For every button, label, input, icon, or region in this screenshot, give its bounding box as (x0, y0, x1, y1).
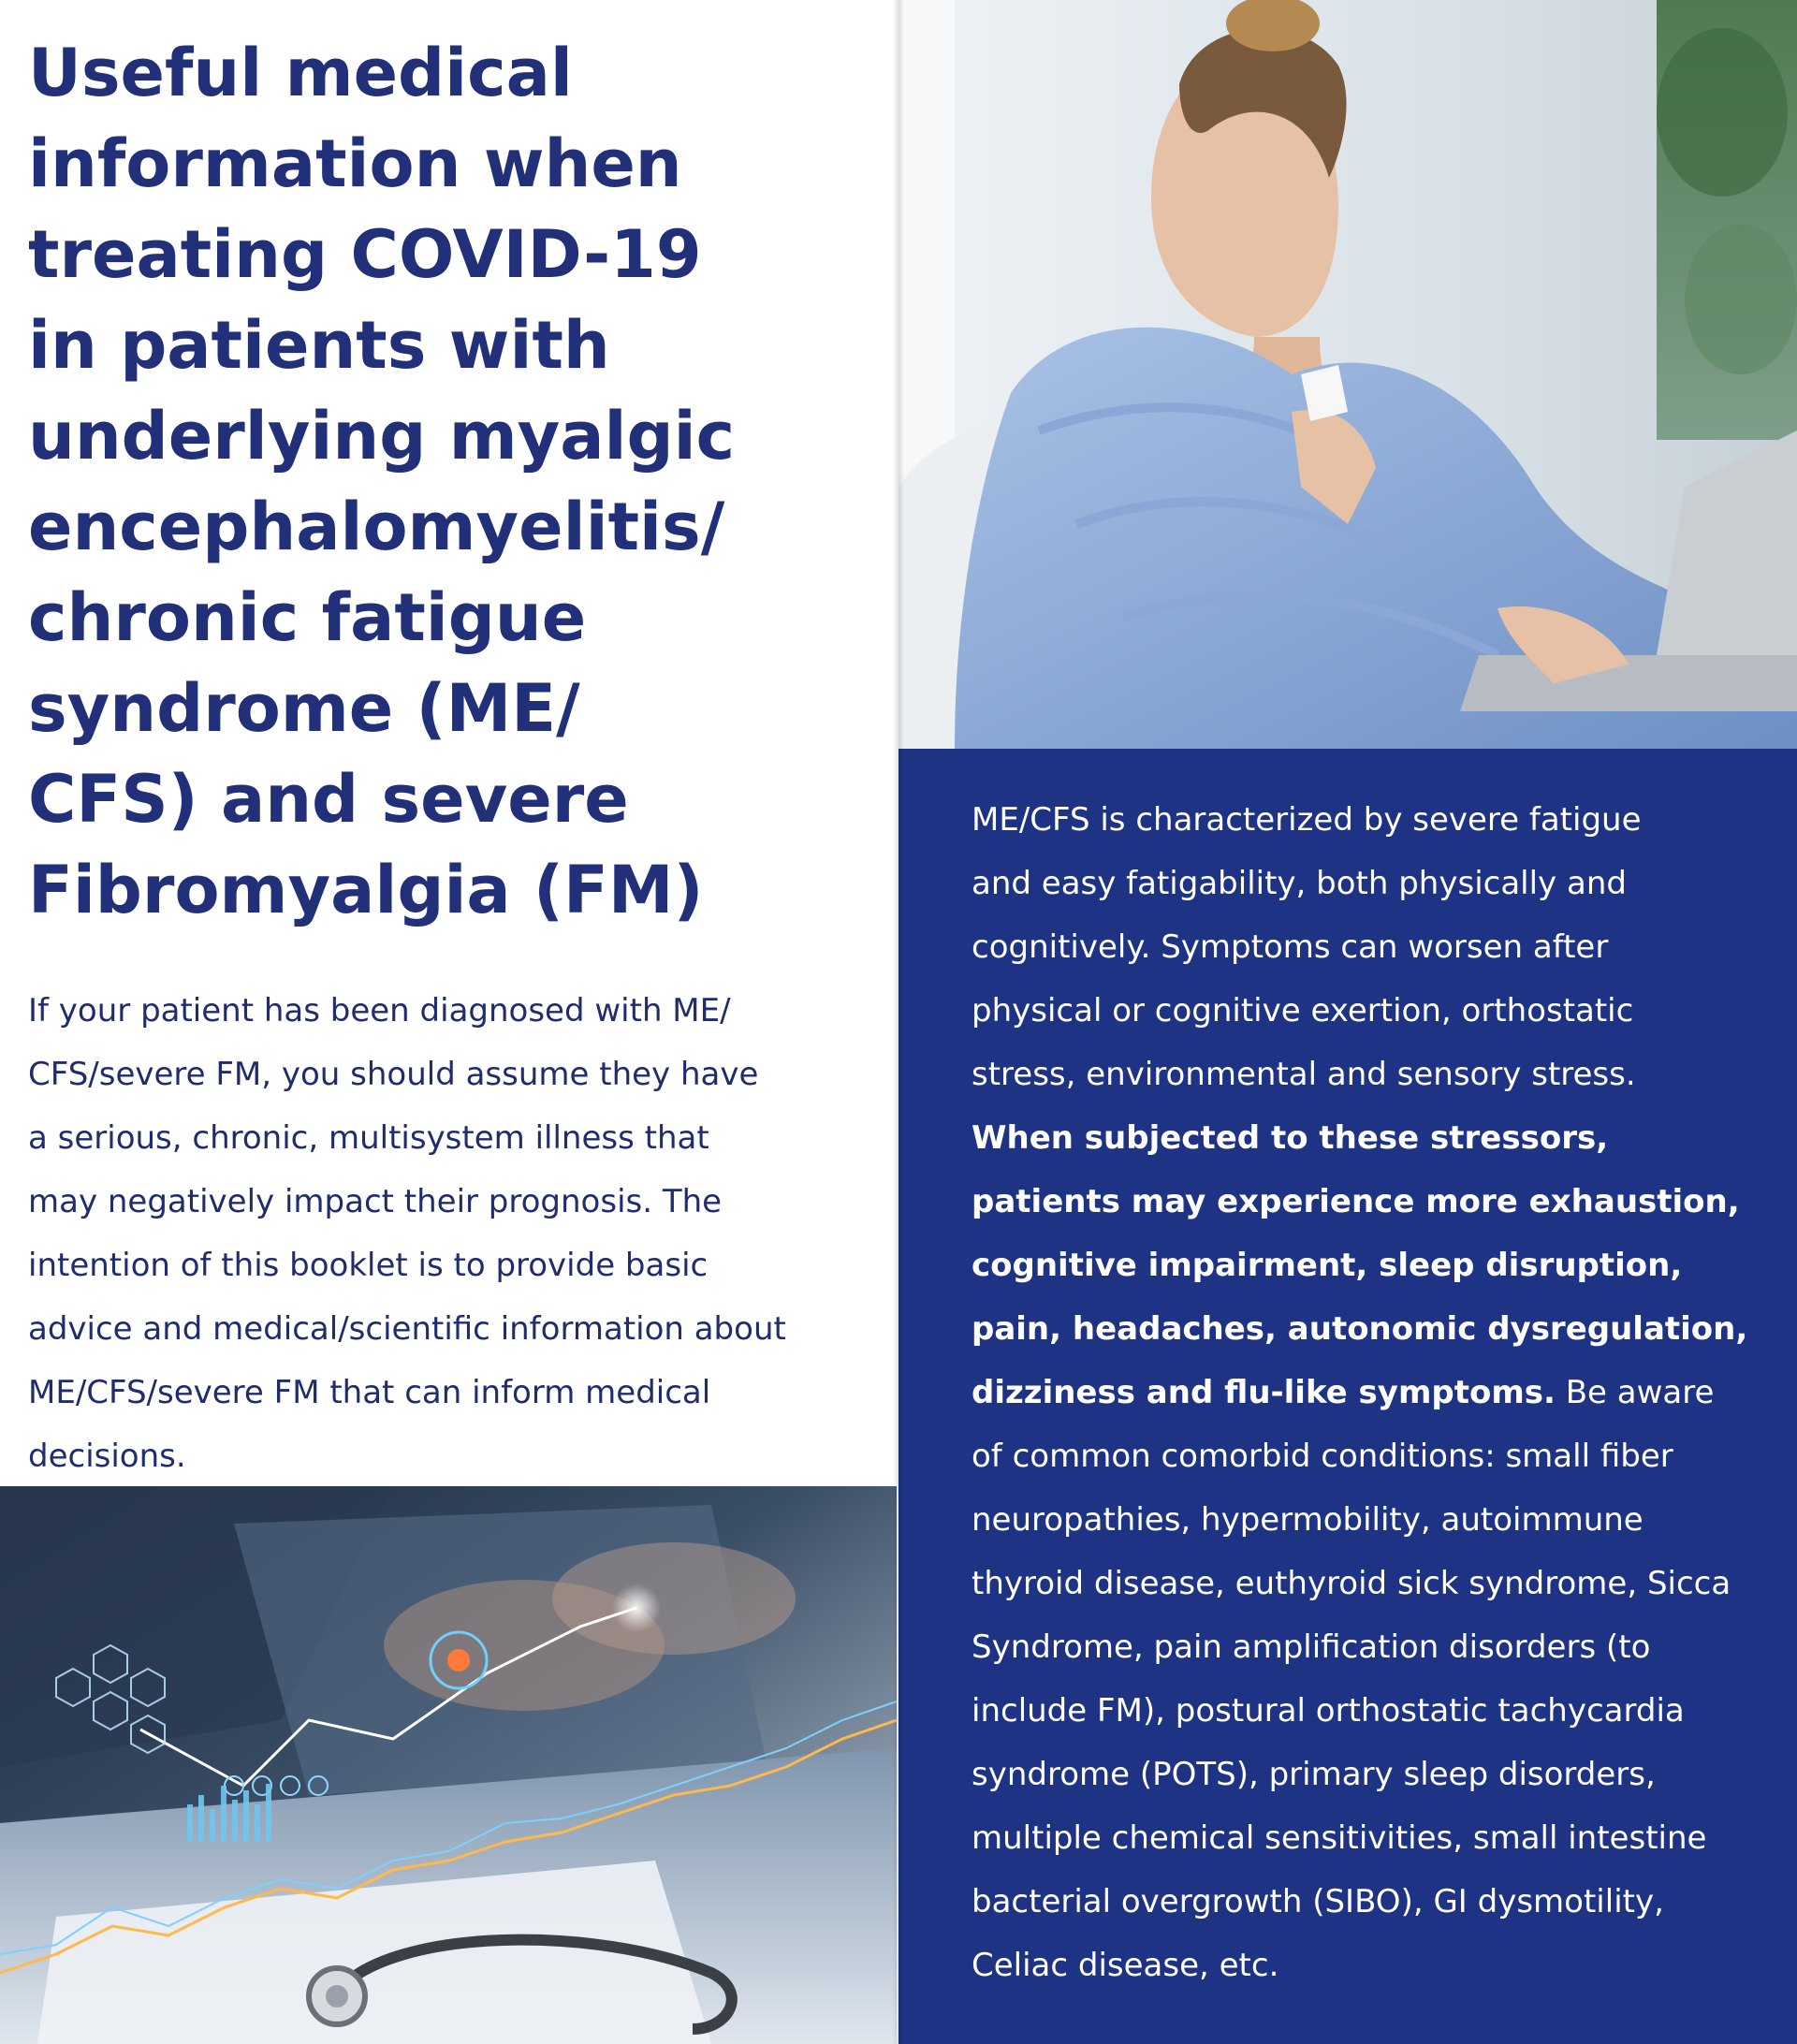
panel-line-bold: cognitive impairment, sleep disruption, (972, 1247, 1683, 1284)
title-line: Useful medical (28, 35, 573, 111)
panel-line: physical or cognitive exertion, orthostatic (972, 992, 1634, 1029)
panel-line: syndrome (POTS), primary sleep disorders, (972, 1756, 1656, 1793)
panel-line-bold: pain, headaches, autonomic dysregulation, (972, 1310, 1748, 1348)
right-page (898, 0, 1797, 2044)
panel-line: cognitively. Symptoms can worsen after (972, 928, 1609, 966)
page-title (28, 28, 870, 936)
title-line: CFS) and severe (28, 761, 629, 838)
medical-chart-illustration (0, 1486, 897, 2044)
intro-line: CFS/severe FM, you should assume they have (28, 1056, 759, 1093)
intro-line: may negatively impact their prognosis. The (28, 1183, 723, 1220)
panel-line: and easy fatigability, both physically and (972, 865, 1627, 902)
title-line: chronic fatigue (28, 579, 587, 656)
panel-line: of common comorbid conditions: small fiber (972, 1438, 1673, 1475)
woman-with-laptop-illustration (898, 0, 1797, 749)
title-line: syndrome (ME/ (28, 670, 580, 747)
patient-photo (898, 0, 1797, 749)
panel-paragraph (972, 788, 1786, 1997)
panel-line: bacterial overgrowth (SIBO), GI dysmotility, (972, 1883, 1664, 1920)
intro-paragraph (28, 979, 852, 1488)
title-line: treating COVID-19 (28, 216, 702, 293)
intro-line: If your patient has been diagnosed with ME/ (28, 992, 731, 1029)
medical-chart-photo (0, 1486, 897, 2044)
panel-line: neuropathies, hypermobility, autoimmune (972, 1501, 1644, 1539)
panel-line: Celiac disease, etc. (972, 1947, 1279, 1984)
left-page (0, 0, 898, 2044)
intro-line: advice and medical/scientific information about (28, 1310, 786, 1348)
panel-line: multiple chemical sensitivities, small intestine (972, 1819, 1707, 1857)
title-line: in patients with (28, 307, 610, 384)
intro-line: intention of this booklet is to provide basic (28, 1247, 709, 1284)
intro-line: decisions. (28, 1438, 186, 1475)
panel-bold-run: dizziness and flu-like symptoms. (972, 1374, 1556, 1411)
panel-normal-run: Be aware (1555, 1374, 1715, 1411)
panel-line: Syndrome, pain amplification disorders (to (972, 1628, 1651, 1666)
title-line: information when (28, 125, 682, 202)
panel-line: stress, environmental and sensory stress. (972, 1056, 1636, 1093)
intro-line: a serious, chronic, multisystem illness that (28, 1119, 709, 1157)
title-line: encephalomyelitis/ (28, 489, 725, 565)
panel-line: ME/CFS is characterized by severe fatigue (972, 801, 1642, 839)
title-line: underlying myalgic (28, 398, 736, 474)
info-panel (898, 749, 1797, 2044)
panel-line: thyroid disease, euthyroid sick syndrome, Sicca (972, 1565, 1731, 1602)
title-line: Fibromyalgia (FM) (28, 852, 704, 928)
intro-line: ME/CFS/severe FM that can inform medical (28, 1374, 711, 1411)
panel-line-bold: patients may experience more exhaustion, (972, 1183, 1740, 1220)
panel-line-bold: When subjected to these stressors, (972, 1119, 1609, 1157)
panel-line: include FM), postural orthostatic tachycardia (972, 1692, 1685, 1730)
booklet-fold (893, 0, 904, 2044)
panel-line-mixed (972, 1361, 1786, 1424)
